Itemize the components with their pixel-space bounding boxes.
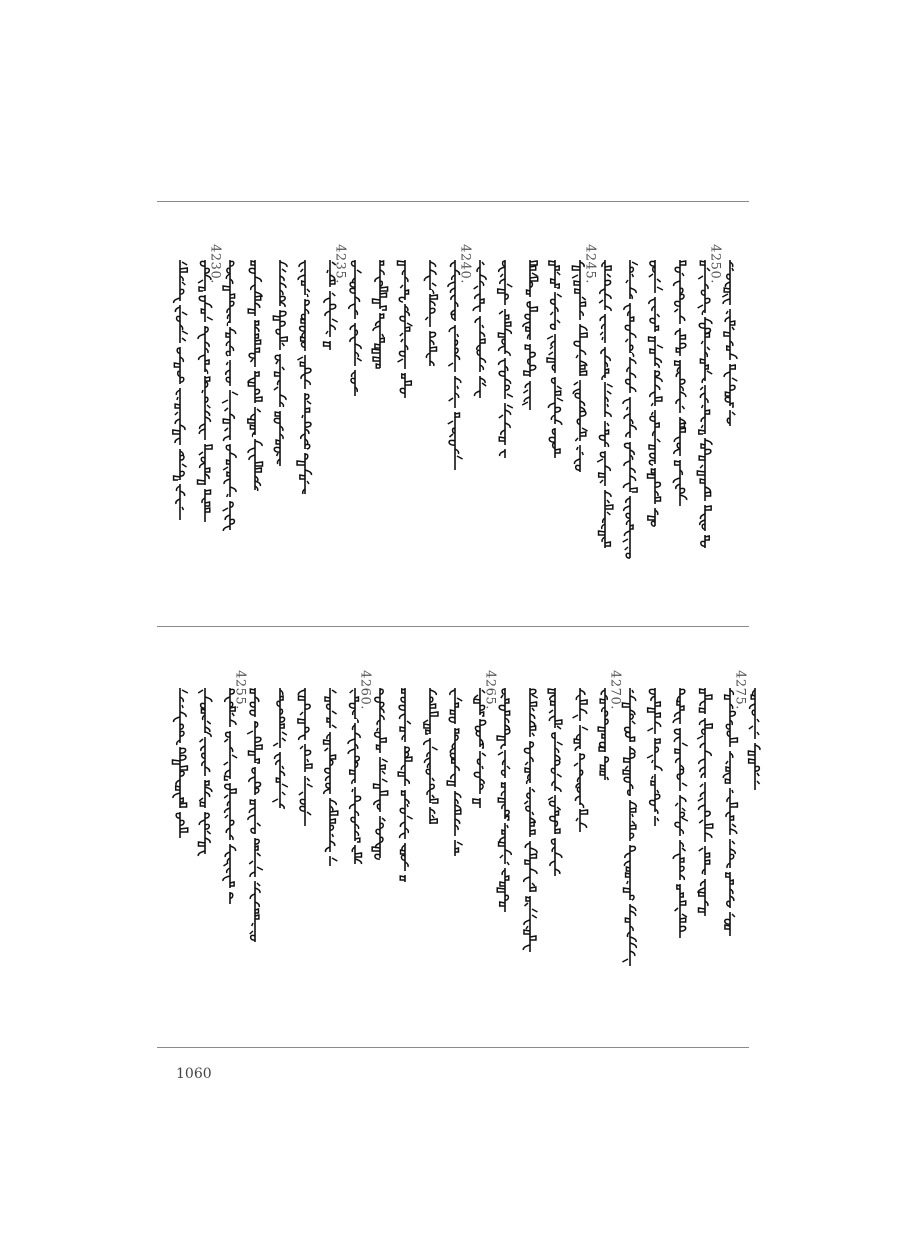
script-line xyxy=(395,686,415,888)
page-number: 1060 xyxy=(176,1066,212,1082)
bottom-rule xyxy=(157,1047,749,1048)
line-number-text: 4275. xyxy=(732,670,748,710)
script-line xyxy=(695,258,715,554)
script-line xyxy=(420,686,440,830)
script-line xyxy=(170,258,190,526)
script-line xyxy=(245,686,265,948)
line-number-text: 4245. xyxy=(582,244,598,284)
script-line xyxy=(170,686,190,844)
line-number-text: 4260. xyxy=(357,670,373,710)
script-line xyxy=(520,686,540,958)
line-number-text: 4270. xyxy=(607,670,623,710)
script-line xyxy=(620,686,640,972)
script-line xyxy=(445,686,465,862)
middle-rule xyxy=(157,626,749,627)
script-line xyxy=(595,258,615,554)
script-line xyxy=(670,686,690,944)
script-line xyxy=(295,258,315,500)
script-line xyxy=(520,258,540,416)
script-line xyxy=(545,686,565,882)
script-line xyxy=(345,686,365,870)
script-line xyxy=(620,258,640,564)
script-line xyxy=(320,686,340,872)
script-line xyxy=(270,258,290,472)
line-number-text: 4240. xyxy=(457,244,473,284)
top-rule xyxy=(157,201,749,202)
script-line xyxy=(645,686,665,832)
script-line xyxy=(745,686,765,796)
line-number-text: 4235. xyxy=(332,244,348,284)
line-number-text: 4255. xyxy=(232,670,248,710)
script-line xyxy=(720,686,740,942)
script-line xyxy=(195,686,215,860)
script-line xyxy=(220,686,240,910)
script-line xyxy=(695,686,715,922)
script-line xyxy=(570,258,590,478)
script-line xyxy=(470,258,490,404)
script-line xyxy=(545,258,565,464)
script-line xyxy=(570,686,590,838)
script-line xyxy=(345,258,365,402)
script-line xyxy=(245,258,265,496)
script-line xyxy=(270,686,290,814)
script-line xyxy=(420,258,440,372)
script-line xyxy=(595,686,615,786)
script-line xyxy=(645,258,665,532)
line-number-text: 4230. xyxy=(207,244,223,284)
script-line xyxy=(470,686,490,814)
line-number-text: 4265. xyxy=(482,670,498,710)
script-line xyxy=(370,258,390,374)
script-line xyxy=(670,258,690,512)
script-line xyxy=(195,258,215,528)
script-line xyxy=(395,258,415,404)
script-line xyxy=(495,258,515,464)
script-line xyxy=(370,686,390,864)
line-number-text: 4250. xyxy=(707,244,723,284)
script-line xyxy=(220,258,240,536)
script-line xyxy=(495,686,515,918)
script-line xyxy=(445,258,465,476)
script-line xyxy=(295,686,315,832)
script-line xyxy=(720,258,740,432)
script-line xyxy=(320,258,340,356)
